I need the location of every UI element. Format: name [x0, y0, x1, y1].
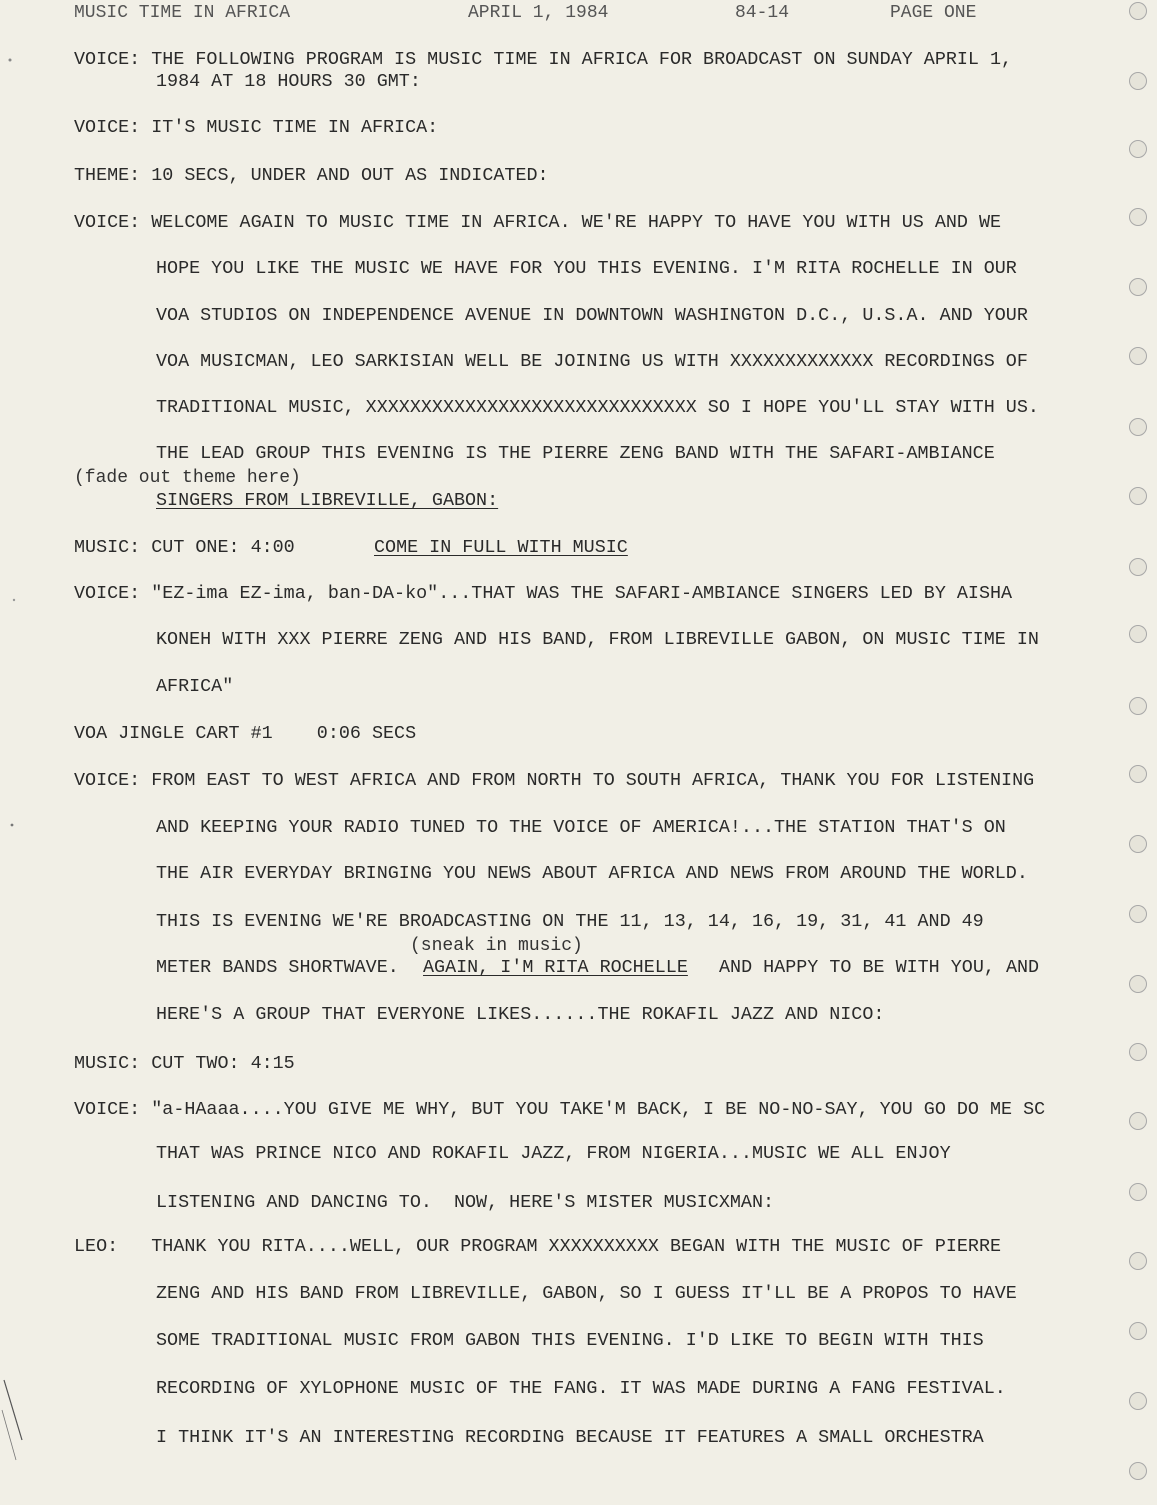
script-line: THAT WAS PRINCE NICO AND ROKAFIL JAZZ, FROM NIGERIA...MUSIC WE ALL ENJOY	[156, 1143, 951, 1164]
script-line: KONEH WITH XXX PIERRE ZENG AND HIS BAND, FROM LIBREVILLE GABON, ON MUSIC TIME IN	[156, 629, 1039, 650]
handwritten-note: (sneak in music)	[410, 936, 583, 956]
header-program-number: 84-14	[735, 3, 790, 23]
script-line: THIS IS EVENING WE'RE BROADCASTING ON THE 11, 13, 14, 16, 19, 31, 41 AND 49	[156, 911, 984, 932]
binder-hole	[1129, 1462, 1147, 1480]
binder-hole	[1129, 1392, 1147, 1410]
binder-hole	[1129, 905, 1147, 923]
binder-hole	[1129, 72, 1147, 90]
script-line: LISTENING AND DANCING TO. NOW, HERE'S MISTER MUSICXMAN:	[156, 1192, 775, 1213]
binder-hole	[1129, 558, 1147, 576]
script-line: RECORDING OF XYLOPHONE MUSIC OF THE FANG. IT WAS MADE DURING A FANG FESTIVAL.	[156, 1378, 1006, 1399]
script-line: AFRICA"	[156, 676, 234, 697]
script-line: HOPE YOU LIKE THE MUSIC WE HAVE FOR YOU THIS EVENING. I'M RITA ROCHELLE IN OUR	[156, 258, 1017, 279]
script-line: 1984 AT 18 HOURS 30 GMT:	[156, 71, 421, 92]
script-line: THE AIR EVERYDAY BRINGING YOU NEWS ABOUT AFRICA AND NEWS FROM AROUND THE WORLD.	[156, 863, 1028, 884]
binder-hole	[1129, 975, 1147, 993]
binder-hole	[1129, 487, 1147, 505]
binder-hole	[1129, 1112, 1147, 1130]
binder-hole	[1129, 418, 1147, 436]
binder-hole	[1129, 1252, 1147, 1270]
script-line: VOA STUDIOS ON INDEPENDENCE AVENUE IN DOWNTOWN WASHINGTON D.C., U.S.A. AND YOUR	[156, 305, 1028, 326]
binder-hole	[1129, 347, 1147, 365]
script-line: THEME: 10 SECS, UNDER AND OUT AS INDICATED:	[74, 165, 549, 186]
script-line: VOICE: WELCOME AGAIN TO MUSIC TIME IN AFRICA. WE'RE HAPPY TO HAVE YOU WITH US AND WE	[74, 212, 1002, 233]
script-line: SINGERS FROM LIBREVILLE, GABON:	[156, 490, 499, 511]
binder-hole	[1129, 2, 1147, 20]
script-line: AND KEEPING YOUR RADIO TUNED TO THE VOICE OF AMERICA!...THE STATION THAT'S ON	[156, 817, 1006, 838]
script-line: VOICE: THE FOLLOWING PROGRAM IS MUSIC TIME IN AFRICA FOR BROADCAST ON SUNDAY APRIL 1,	[74, 49, 1013, 70]
left-edge-stains	[0, 0, 24, 1500]
binder-hole	[1129, 1043, 1147, 1061]
binder-hole	[1129, 1322, 1147, 1340]
script-line: I THINK IT'S AN INTERESTING RECORDING BECAUSE IT FEATURES A SMALL ORCHESTRA	[156, 1427, 984, 1448]
script-line: MUSIC: CUT ONE: 4:00	[74, 537, 295, 558]
script-line: AGAIN, I'M RITA ROCHELLE	[423, 957, 688, 978]
binder-hole	[1129, 1183, 1147, 1201]
script-line: VOA MUSICMAN, LEO SARKISIAN WELL BE JOINING US WITH XXXXXXXXXXXXX RECORDINGS OF	[156, 351, 1028, 372]
script-line: VOICE: "EZ-ima EZ-ima, ban-DA-ko"...THAT WAS THE SAFARI-AMBIANCE SINGERS LED BY AISHA	[74, 583, 1013, 604]
header-date: APRIL 1, 1984	[468, 3, 609, 23]
binder-hole	[1129, 208, 1147, 226]
binder-hole	[1129, 625, 1147, 643]
script-line: TRADITIONAL MUSIC, XXXXXXXXXXXXXXXXXXXXXXXXXXXXXX SO I HOPE YOU'LL STAY WITH US.	[156, 397, 1039, 418]
script-line: ZENG AND HIS BAND FROM LIBREVILLE, GABON, SO I GUESS IT'LL BE A PROPOS TO HAVE	[156, 1283, 1017, 1304]
script-line: AND HAPPY TO BE WITH YOU, AND	[719, 957, 1040, 978]
script-line: METER BANDS SHORTWAVE.	[156, 957, 399, 978]
script-line: VOA JINGLE CART #1 0:06 SECS	[74, 723, 417, 744]
binder-hole	[1129, 278, 1147, 296]
binder-hole-strip	[1117, 0, 1157, 1500]
binder-hole	[1129, 765, 1147, 783]
binder-hole	[1129, 697, 1147, 715]
script-line: VOICE: FROM EAST TO WEST AFRICA AND FROM NORTH TO SOUTH AFRICA, THANK YOU FOR LISTENING	[74, 770, 1035, 791]
binder-hole	[1129, 835, 1147, 853]
script-line: THE LEAD GROUP THIS EVENING IS THE PIERRE ZENG BAND WITH THE SAFARI-AMBIANCE	[156, 443, 995, 464]
music-cue-direction: COME IN FULL WITH MUSIC	[374, 537, 628, 558]
script-line: LEO: THANK YOU RITA....WELL, OUR PROGRAM XXXXXXXXXX BEGAN WITH THE MUSIC OF PIERRE	[74, 1236, 1002, 1257]
header-program-title: MUSIC TIME IN AFRICA	[74, 3, 291, 23]
script-line: SOME TRADITIONAL MUSIC FROM GABON THIS EVENING. I'D LIKE TO BEGIN WITH THIS	[156, 1330, 984, 1351]
header-page-label: PAGE ONE	[890, 3, 977, 23]
binder-hole	[1129, 140, 1147, 158]
handwritten-note: (fade out theme here)	[74, 468, 301, 488]
script-line: VOICE: IT'S MUSIC TIME IN AFRICA:	[74, 117, 439, 138]
script-line: VOICE: "a-HAaaa....YOU GIVE ME WHY, BUT YOU TAKE'M BACK, I BE NO-NO-SAY, YOU GO DO ME SC	[74, 1099, 1046, 1120]
script-line: MUSIC: CUT TWO: 4:15	[74, 1053, 295, 1074]
script-line: HERE'S A GROUP THAT EVERYONE LIKES......THE ROKAFIL JAZZ AND NICO:	[156, 1004, 885, 1025]
